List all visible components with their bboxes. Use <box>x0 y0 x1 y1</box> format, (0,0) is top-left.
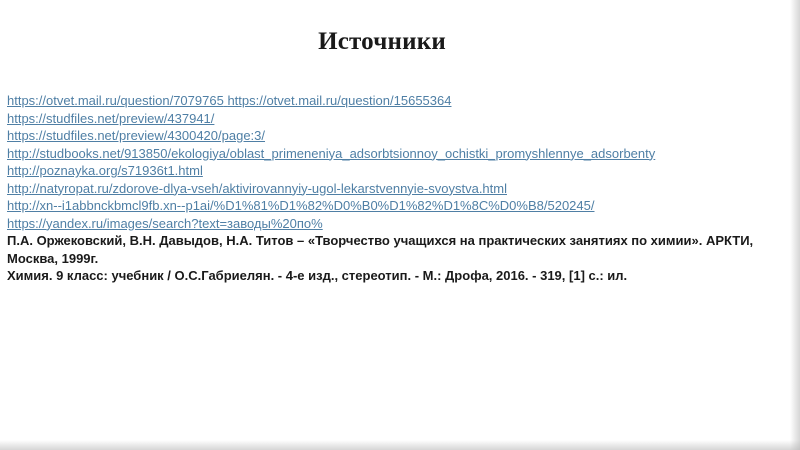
slide-shadow-right <box>790 0 800 450</box>
link-poznayka[interactable]: http://poznayka.org/s71936t1.html <box>7 163 203 178</box>
link-row-5 <box>7 162 787 180</box>
link-xn-statii-520245[interactable]: http://xn--i1abbnckbmcl9fb.xn--p1ai/%D1%81%D1%82%D0%B0%D1%82%D1%8C%D0%B8/520245/ <box>7 198 595 213</box>
link-natyropat[interactable]: http://natyropat.ru/zdorove-dlya-vseh/aktivirovannyiy-ugol-lekarstvennyie-svoystva.html <box>7 180 507 196</box>
reference-orzhekovsky: П.А. Оржековский, В.Н. Давыдов, Н.А. Титов – «Творчество учащихся на практических занятиях по химии». АРКТИ, Москва, 1999г. <box>7 233 754 266</box>
page-title: Источники <box>318 28 446 55</box>
link-otvet-7079765[interactable]: https://otvet.mail.ru/question/7079765 <box>7 93 224 108</box>
reference-gabrielyan: Химия. 9 класс: учебник / О.С.Габриелян. - 4-е изд., стереотип. - М.: Дрофа, 2016. - 319, [1] с.: ил. <box>7 268 628 283</box>
sources-list <box>7 92 787 285</box>
link-row-7 <box>7 197 787 215</box>
link-row-6 <box>7 180 787 198</box>
link-yandex-images[interactable]: https://yandex.ru/images/search?text=заводы%20по% <box>7 215 323 231</box>
link-row-1 <box>7 92 787 110</box>
link-studbooks-913850[interactable]: http://studbooks.net/913850/ekologiya/oblast_primeneniya_adsorbtsionnoy_ochistki_promyshlennye_adsorbenty <box>7 145 656 161</box>
link-row-2 <box>7 110 787 128</box>
link-row-3 <box>7 127 787 145</box>
slide-shadow-bottom <box>0 440 800 450</box>
link-studfiles-437941[interactable]: https://studfiles.net/preview/437941/ <box>7 110 215 126</box>
link-studfiles-4300420[interactable]: https://studfiles.net/preview/4300420/page:3/ <box>7 128 266 143</box>
link-row-8 <box>7 215 787 233</box>
link-otvet-15655364[interactable]: https://otvet.mail.ru/question/15655364 <box>227 93 452 108</box>
